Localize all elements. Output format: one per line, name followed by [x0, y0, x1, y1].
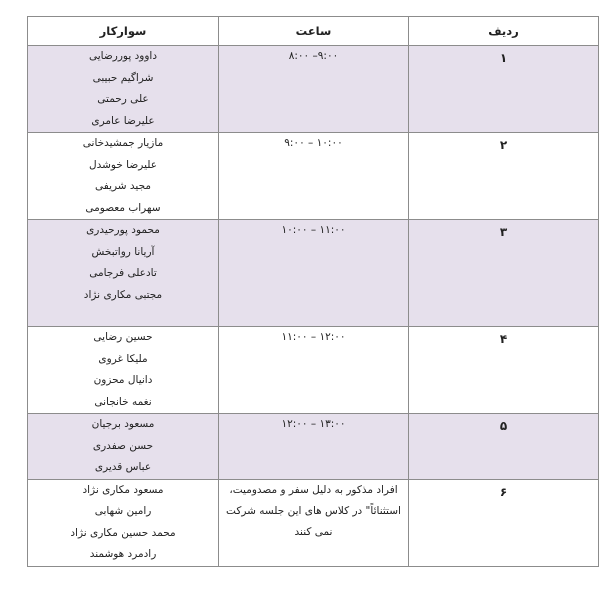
rider-name: حسین رضایی — [93, 331, 153, 343]
time-slot: ۱۱:۰۰ – ۱۲:۰۰ — [219, 327, 409, 414]
rider-name: مجتبی مکاری نژاد — [83, 288, 163, 301]
table-row — [28, 46, 599, 133]
header-time: ساعت — [219, 17, 409, 46]
rider-name: علیرضا عامری — [91, 114, 155, 127]
table-row — [28, 220, 599, 327]
table-body — [28, 46, 599, 567]
rider-name: تادعلی فرجامی — [89, 267, 157, 279]
riders-cell — [28, 133, 219, 220]
rider-name: مجید شریفی — [95, 180, 151, 192]
rider-name: مازیار جمشیدخانی — [82, 137, 164, 149]
rider-name: نغمه خانجانی — [94, 395, 152, 408]
header-row-number: ردیف — [409, 17, 599, 46]
rider-name: حسن صفدری — [92, 439, 154, 452]
table-row — [28, 327, 599, 414]
table-row — [28, 479, 599, 566]
table-row — [28, 133, 599, 220]
time-slot: ۹:۰۰ – ۱۰:۰۰ — [219, 133, 409, 220]
rider-name: محمد حسین مکاری نژاد — [70, 526, 176, 539]
rider-name: علیرضا خوشدل — [88, 158, 157, 171]
rider-name: رامین شهابی — [94, 505, 152, 517]
rider-name: شراگیم حبیبی — [92, 71, 154, 84]
time-slot: ۱۲:۰۰ – ۱۳:۰۰ — [219, 414, 409, 480]
rider-name: مسعود برجیان — [91, 418, 155, 430]
rider-name: داوود پوررضایی — [88, 50, 158, 62]
row-number: ۱ — [409, 46, 599, 133]
riders-cell — [28, 414, 219, 480]
row-number: ۳ — [409, 220, 599, 327]
rider-name: علی رحمتی — [97, 93, 149, 105]
schedule-table — [27, 16, 599, 567]
row-number: ۵ — [409, 414, 599, 480]
rider-name: رادمرد هوشمند — [89, 548, 157, 560]
riders-cell — [28, 327, 219, 414]
rider-name: ملیکا غروی — [98, 352, 148, 365]
table-header-row — [28, 17, 599, 46]
rider-name: دانیال محزون — [93, 374, 153, 386]
time-slot: ۱۰:۰۰ – ۱۱:۰۰ — [219, 220, 409, 327]
rider-name: آریانا رواتبخش — [91, 245, 155, 258]
rider-name: مسعود مکاری نژاد — [82, 483, 164, 496]
riders-cell — [28, 46, 219, 133]
rider-name: سهراب معصومی — [85, 201, 161, 214]
riders-cell — [28, 220, 219, 327]
rider-name: عباس قدیری — [94, 461, 152, 473]
time-slot: ۸:۰۰ –۹:۰۰ — [219, 46, 409, 133]
riders-cell — [28, 479, 219, 566]
header-riders: سوارکار — [28, 17, 219, 46]
rider-name: محمود پورحیدری — [86, 224, 160, 236]
table-row — [28, 414, 599, 480]
row-number: ۲ — [409, 133, 599, 220]
row-number: ۴ — [409, 327, 599, 414]
row-number: ۶ — [409, 479, 599, 566]
absence-note: افراد مذکور به دلیل سفر و مصدومیت، استثنائاً" در کلاس های این جلسه شرکت نمی کنند — [219, 479, 409, 566]
